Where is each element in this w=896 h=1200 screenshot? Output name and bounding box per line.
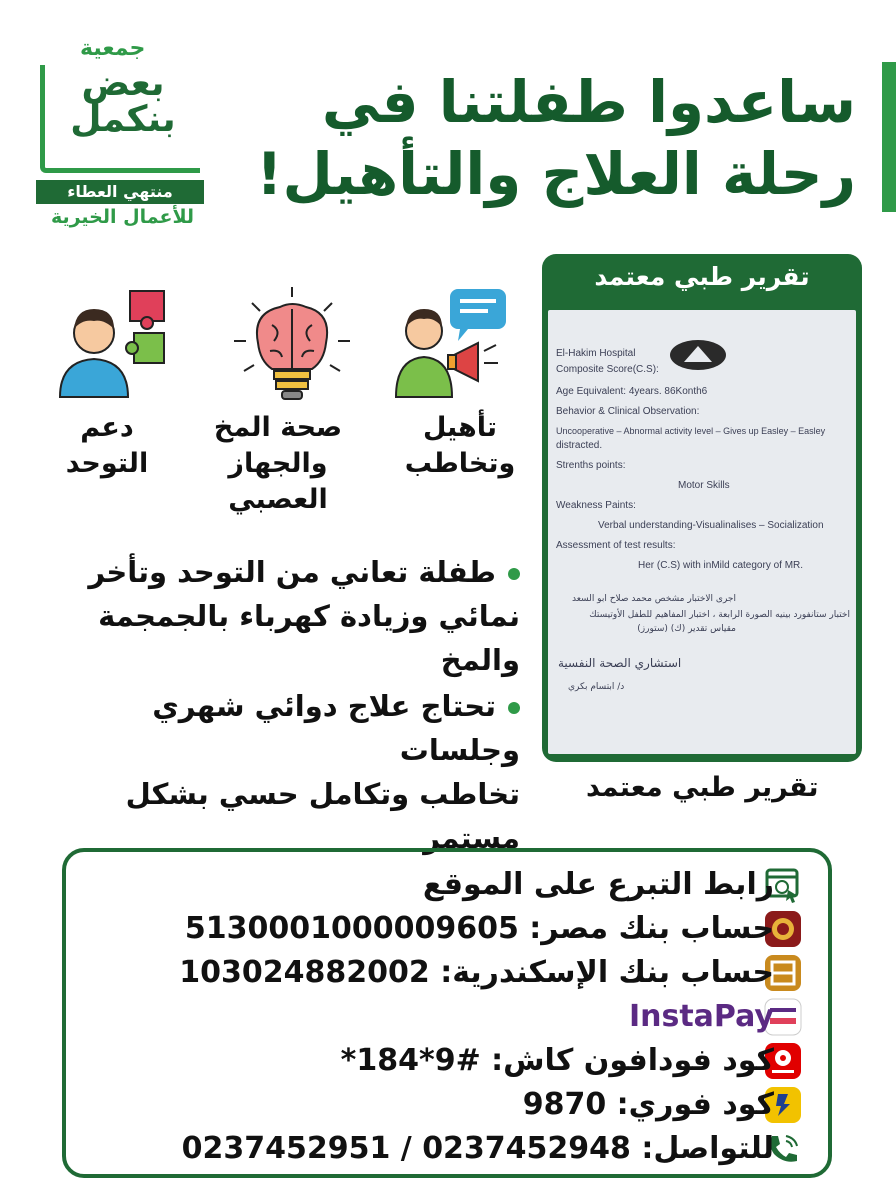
- report-arabic-line: مقياس تقدير (ك) (ستورز): [637, 624, 736, 634]
- logo-band: منتهي العطاء: [36, 180, 204, 204]
- feature-speech: [396, 410, 524, 482]
- bullet-condition-line-1: طفلة تعاني من التوحد وتأخر: [88, 555, 496, 589]
- instapay-label: [629, 996, 774, 1038]
- report-arabic-line: اجرى الاختبار مشخص محمد صلاح ابو السعد: [571, 594, 736, 604]
- report-arabic-line: د/ ابتسام بكري: [568, 682, 625, 692]
- feature-autism-line-1: دعم: [80, 412, 134, 443]
- headline-line-2: رحلة العلاج والتأهيل!: [256, 140, 856, 208]
- feature-autism: [52, 410, 162, 482]
- headline: [256, 66, 856, 210]
- logo-top-word: جمعية: [80, 36, 146, 61]
- report-line: Motor Skills: [678, 480, 730, 491]
- vodafone-cash-code: كود فودافون كاش: #9*184*: [340, 1043, 774, 1078]
- brain-bulb-icon: [222, 285, 362, 405]
- report-line: Verbal understanding-Visualinalises – Socialization: [598, 520, 824, 531]
- feature-speech-line-2: وتخاطب: [404, 448, 516, 479]
- feature-brain-line-1: صحة المخ: [213, 412, 343, 443]
- accent-bar: [882, 62, 896, 212]
- logo-sub-text: للأعمال الخيرية: [50, 206, 195, 228]
- headline-line-1: ساعدوا طفلتنا في: [321, 68, 856, 136]
- speech-therapy-icon: [388, 285, 528, 405]
- bank-alexandria-account: حساب بنك الإسكندرية: 103024882002: [179, 955, 774, 990]
- report-line: Weakness Paints:: [556, 500, 636, 511]
- hospital-logo-icon: [668, 338, 728, 372]
- logo-main-text: بعض بنكمل: [70, 63, 176, 140]
- report-line: distracted.: [556, 440, 603, 451]
- banque-misr-account: حساب بنك مصر: 5130001000009605: [184, 911, 774, 946]
- feature-speech-line-1: تأهيل: [422, 412, 498, 443]
- donation-website-link[interactable]: رابط التبرع على الموقع: [422, 867, 774, 902]
- bullet-treatment-line-1: تحتاج علاج دوائي شهري وجلسات: [152, 689, 520, 767]
- report-line: Strenths points:: [556, 460, 626, 471]
- autism-puzzle-icon: [48, 285, 188, 405]
- bullet-treatment-line-2: تخاطب وتكامل حسي بشكل مستمر: [125, 777, 520, 855]
- contact-phones[interactable]: للتواصل: 0237452948 / 0237452951: [181, 1131, 774, 1166]
- report-line: El-Hakim Hospital: [556, 348, 636, 359]
- report-line: Age Equivalent: 4years. 86Konth6: [556, 386, 708, 397]
- bullet-dot: [508, 702, 520, 714]
- report-line: Her (C.S) with inMild category of MR.: [638, 560, 804, 571]
- donation-box: [62, 848, 832, 1178]
- report-line: Assessment of test results:: [556, 540, 676, 551]
- feature-brain: [176, 410, 380, 518]
- report-document: [548, 310, 856, 754]
- bullet-treatment: [50, 684, 520, 860]
- bullet-condition: [50, 550, 520, 682]
- report-line: Composite Score(C.S):: [556, 364, 659, 375]
- bullet-condition-line-2: نمائي وزيادة كهرباء بالجمجمة والمخ: [98, 599, 520, 677]
- report-arabic-line: استشاري الصحة النفسية: [558, 656, 682, 670]
- feature-autism-line-2: التوحد: [65, 448, 149, 479]
- report-card-title: تقرير طبي معتمد: [594, 262, 810, 291]
- medical-report-card: [542, 254, 862, 762]
- charity-logo: [30, 30, 210, 228]
- report-caption: تقرير طبي معتمد: [586, 772, 819, 803]
- bullet-dot: [508, 568, 520, 580]
- report-line: Behavior & Clinical Observation:: [556, 406, 700, 417]
- report-line: Uncooperative – Abnormal activity level – Gives up Easley – Easley: [556, 426, 826, 436]
- report-arabic-line: اختبار ستانفورد بينيه الصورة الرابعة ، اختبار المفاهيم للطفل الأوتيستك: [589, 610, 850, 620]
- fawry-code: كود فوري: 9870: [522, 1087, 774, 1122]
- instapay-text: InstaPay: [628, 999, 774, 1034]
- feature-brain-line-2: والجهاز العصبي: [228, 448, 328, 515]
